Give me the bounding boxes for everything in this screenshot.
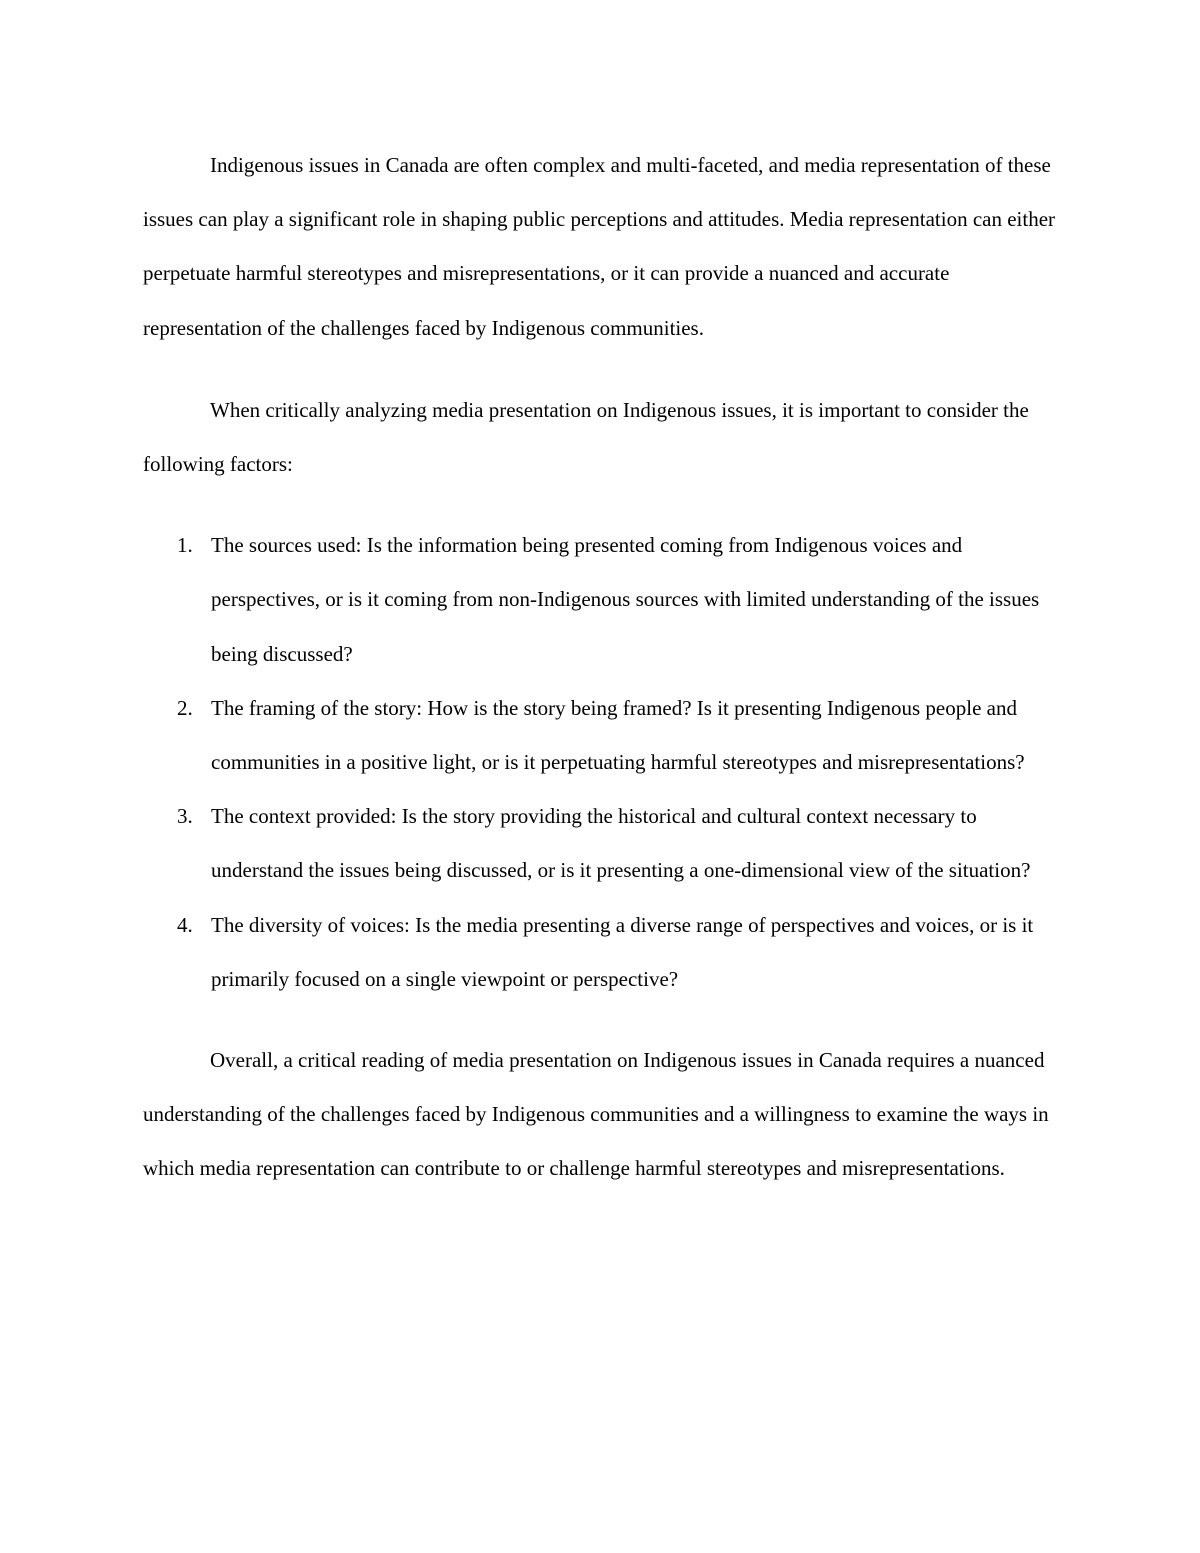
list-item-text: The diversity of voices: Is the media presenting a diverse range of perspectives and voices, or is it primarily focused on a single viewpoint or perspective?: [211, 912, 1034, 991]
list-item-number: 2.: [177, 695, 193, 720]
list-item-text: The context provided: Is the story providing the historical and cultural context necessary to understand the issues being discussed, or is it presenting a one-dimensional view of the situation?: [211, 804, 1031, 883]
list-item-number: 3.: [177, 804, 193, 829]
list-item-text: The sources used: Is the information being presented coming from Indigenous voices and perspectives, or is it coming from non-Indigenous sources with limited understanding of the issues being discussed?: [211, 533, 1040, 666]
factors-lead-paragraph: When critically analyzing media presentation on Indigenous issues, it is important to consider the following factors:: [143, 397, 1029, 477]
list-item: [143, 789, 1065, 897]
list-item: [143, 518, 1065, 681]
list-item: [143, 681, 1065, 789]
list-item-text: The framing of the story: How is the story being framed? Is it presenting Indigenous people and communities in a positive light, or is it perpetuating harmful stereotypes and misrepresentations?: [211, 695, 1025, 775]
list-item-number: 1.: [177, 533, 193, 558]
list-item: [143, 898, 1065, 1006]
list-item-number: 4.: [177, 912, 193, 937]
document-body: [143, 138, 1065, 1196]
factors-list: [143, 518, 1065, 1006]
intro-paragraph: Indigenous issues in Canada are often complex and multi-faceted, and media representation of these issues can play a significant role in shaping public perceptions and attitudes. Media representation can either perpetuate harmful stereotypes and misrepresentations, or it can provide a nuanced and accurate representation of the challenges faced by Indigenous communities.: [143, 153, 1056, 340]
conclusion-paragraph: Overall, a critical reading of media presentation on Indigenous issues in Canada requires a nuanced understanding of the challenges faced by Indigenous communities and a willingness to examine the ways in which media representation can contribute to or challenge harmful stereotypes and misrepresentations.: [143, 1048, 1049, 1181]
